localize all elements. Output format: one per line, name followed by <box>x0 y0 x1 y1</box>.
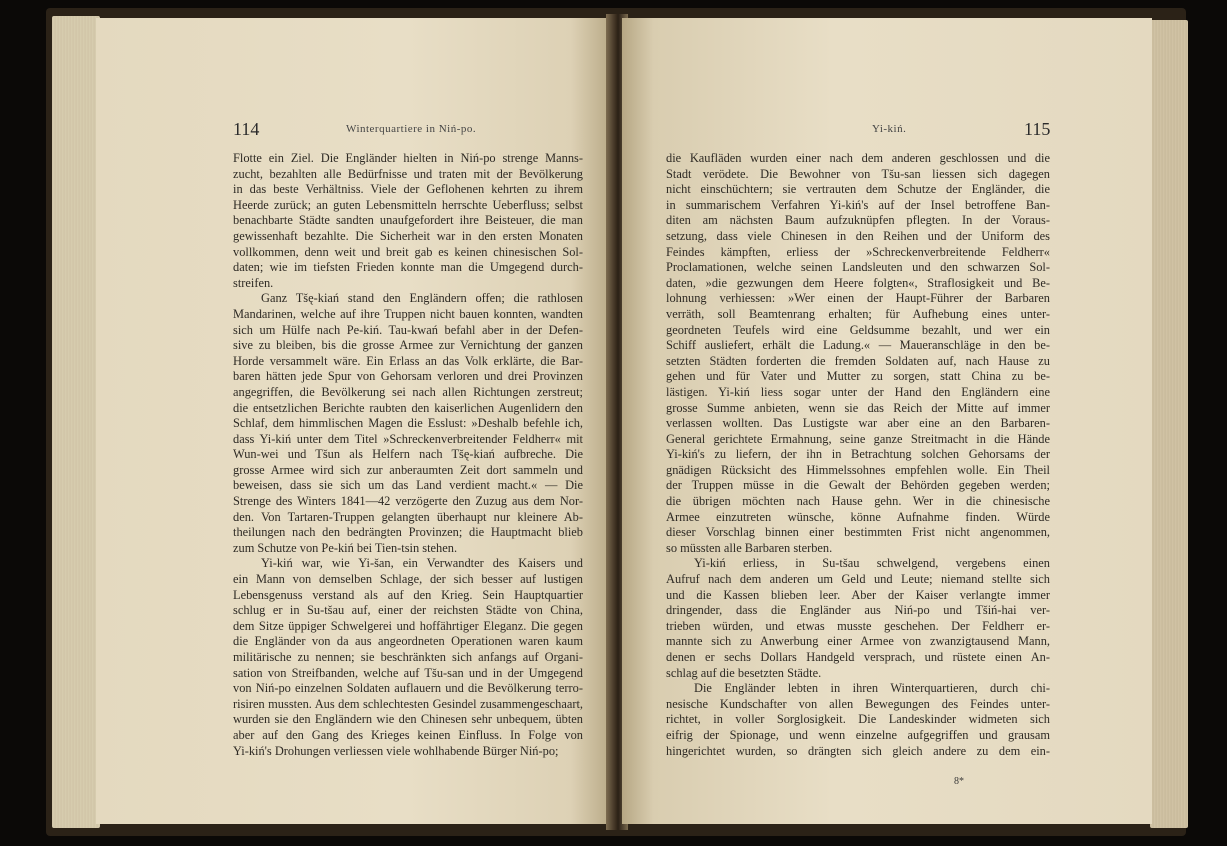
right-page <box>622 18 1152 824</box>
text-line: trieben würden, und etwas musste geschehen. Der Feldherr er- <box>666 618 1050 633</box>
text-line: Yi-kiń erliess, in Su-tšau schwelgend, vergebens einen <box>694 556 1050 571</box>
text-line: streifen. <box>233 275 274 290</box>
text-line: schlag auf die besetzten Städte. <box>666 665 822 680</box>
signature-mark: 8* <box>954 776 964 787</box>
text-line: General gerichtete Ermahnung, seine ganze Streitmacht in die Hände <box>666 431 1050 446</box>
text-line: grosse Armee wird sich zur anberaumten Zeit dort sammeln und <box>233 462 583 477</box>
right-page-text <box>666 151 1050 759</box>
text-line: setzten Städten forderten die fremden Soldaten auf, nach Hause zu <box>666 353 1050 368</box>
running-head-left: Winterquartiere in Niń-po. <box>346 123 477 135</box>
text-line: die Kaufläden wurden einer nach dem anderen geschlossen und die <box>666 151 1050 165</box>
text-line: lästigen. Yi-kiń liess sogar unter der Hand den Engländern eine <box>666 384 1050 399</box>
text-line: theilungen nach den bedrängten Provinzen; die Hauptmacht blieb <box>233 525 583 540</box>
text-line: gehen und für Vater und Mutter zu sorgen, statt China zu be- <box>666 369 1050 384</box>
text-line: Armee einzutreten wünsche, könne Aufnahme finden. Würde <box>666 509 1050 524</box>
text-line: dringender, dass die Engländer aus Niń-po und Tšiń-hai ver- <box>666 603 1050 618</box>
text-line: Die Engländer lebten in ihren Winterquartieren, durch chi- <box>694 681 1050 696</box>
text-line: die übrigen möchten nach Hause gehn. Wer in die chinesische <box>666 494 1050 509</box>
text-line: dass Yi-kiń unter dem Titel »Schreckenverbreitender Feldherr« mit <box>233 431 583 446</box>
text-line: daten; wie im tiefsten Frieden konnte man die Umgegend durch- <box>233 260 583 275</box>
text-line: und die Kassen blieben leer. Aber der Kaiser verlangte immer <box>666 587 1050 602</box>
text-line: in summarischem Verfahren Yi-kiń's auf der Insel betroffene Ban- <box>666 197 1050 212</box>
text-line: aber auf den Gang des Krieges keinen Einfluss. In Folge von <box>233 727 583 742</box>
text-line: vollkommen, denn weit und breit gab es keinen chinesischen Sol- <box>233 244 583 259</box>
text-line: sation von Streifbanden, welche auf Tšu-san und in der Umgegend <box>233 665 583 680</box>
text-line: dieser Vorschlag binnen einer bestimmten Frist nicht angenommen, <box>666 525 1050 540</box>
text-line: lohnung verhiessen: »Wer einen der Haupt-Führer der Barbaren <box>666 291 1050 306</box>
text-line: Proclamationen, welche seinen Landsleuten und den schwarzen Sol- <box>666 260 1050 275</box>
text-line: nesische Kundschafter von allen Bewegungen des Feindes unter- <box>666 696 1050 711</box>
text-line: den. Von Tartaren-Truppen gelangten überhaupt nur kleinere Ab- <box>233 509 583 524</box>
text-line: geordneten Teufels wird eine Geldsumme bezahlt, und wer ein <box>666 322 1050 337</box>
text-line: setzung, dass viele Chinesen in den Reihen und der Uniform des <box>666 228 1050 243</box>
text-line: ein Mann von demselben Schlage, der sich besser auf lustigen <box>233 572 583 587</box>
text-line: diten am nächsten Baum aufzuknüpfen pflegten. In der Voraus- <box>666 213 1050 228</box>
text-line: gewissenhaft bezahlte. Die Sicherheit war in den ersten Monaten <box>233 228 583 243</box>
text-line: angegriffen, die Bevölkerung sei nach allen Richtungen zerstreut; <box>233 384 583 399</box>
page-number-right: 115 <box>1024 119 1051 139</box>
text-line: sich um Hülfe nach Pe-kiń. Tau-kwań befahl aber in der Defen- <box>233 322 583 337</box>
text-line: Feindes kämpften, erliess der »Schreckenverbreitende Feldherr« <box>666 244 1050 259</box>
text-line: Yi-kiń's Drohungen verliessen viele wohlhabende Bürger Niń-po; <box>233 743 559 758</box>
text-line: die Engländer von da aus angeordneten Operationen waren kaum <box>233 634 583 649</box>
text-line: militärische zu nennen; sie beschränkten sich anfangs auf Organi- <box>233 650 583 664</box>
text-line: Heerde zurück; an guten Lebensmitteln herrschte Ueberfluss; selbst <box>233 197 583 212</box>
text-line: Lebensgenuss verstand als auf den Krieg. Sein Hauptquartier <box>233 587 583 602</box>
text-line: daten, »die gezwungen dem Heere folgten«, Straflosigkeit und Be- <box>666 275 1050 290</box>
text-line: baren hätten jede Spur von Gehorsam verloren und drei Provinzen <box>233 369 583 384</box>
text-line: Stadt verödete. Die Bewohner von Tšu-san liessen sich dagegen <box>666 166 1050 181</box>
text-line: grosse Summe anbieten, wenn sie das Reich der Mitte auf immer <box>666 400 1050 415</box>
text-line: nicht einschüchtern; sie vertrauten dem Schutze der Engländer, die <box>666 182 1050 197</box>
text-line: eifrig der Spionage, und wenn einzelne aufgegriffen und grausam <box>666 727 1050 742</box>
page-number-left: 114 <box>233 119 260 139</box>
text-line: gnädigen Rücksicht des Himmelssohnes empfehlen wolle. Ein Theil <box>666 462 1050 477</box>
right-page-edges <box>1150 20 1188 828</box>
text-line: so müssten alle Barbaren sterben. <box>666 540 833 555</box>
text-line: hingerichtet wurden, so drängten sich gleich andere zu dem ein- <box>666 743 1050 758</box>
text-line: mannte sich zu Anwerbung einer Armee von zwanzigtausend Mann, <box>666 634 1050 649</box>
text-line: richtet, in voller Sorglosigkeit. Die Landeskinder widmeten sich <box>666 712 1050 727</box>
text-line: Yi-kiń war, wie Yi-šan, ein Verwandter des Kaisers und <box>261 556 583 571</box>
text-line: zucht, bezahlten alle Bedürfnisse und traten mit der Bevölkerung <box>233 166 583 181</box>
text-line: Wun-wei und Tšun als Helfern nach Tšę-kiań aufbreche. Die <box>233 447 583 462</box>
text-line: benachbarte Städte sandten unaufgefordert ihre Beisteuer, die man <box>233 213 583 228</box>
text-line: die entsetzlichen Berichte raubten den kaiserlichen Augenlidern den <box>233 400 583 415</box>
running-head-right: Yi-kiń. <box>872 123 907 135</box>
text-line: Strenge des Winters 1841—42 verzögerte den Zuzug aus dem Nor- <box>233 494 583 509</box>
text-line: Ganz Tšę-kiań stand den Engländern offen; die rathlosen <box>261 291 583 306</box>
left-page <box>96 18 612 824</box>
left-page-edges <box>52 16 100 828</box>
text-line: verräth, soll Beamtenrang erhalten; für Aufhebung eines unter- <box>666 306 1050 321</box>
text-line: dem Sitze üppiger Schwelgerei und hoffährtiger Eleganz. Die gegen <box>233 618 583 633</box>
text-line: schlug er in Su-tšau auf, einer der reichsten Städte von China, <box>233 603 583 618</box>
text-line: wurden sie den Engländern wie den Chinesen sehr unbequem, übten <box>233 712 583 727</box>
text-line: Horde versammelt wäre. Ein Erlass an das Volk erklärte, die Bar- <box>233 353 583 368</box>
text-line: denen er sechs Dollars Handgeld versprach, und rüstete einen An- <box>666 650 1050 664</box>
text-line: risiren mussten. Aus dem schlechtesten Gesindel zusammengeschaart, <box>233 696 583 711</box>
left-page-text <box>233 151 583 759</box>
text-line: in das beste Verhältniss. Viele der Geflohenen kehrten zu ihrem <box>233 182 583 197</box>
text-line: zum Schutze von Pe-kiń bei Tien-tsin stehen. <box>233 540 458 555</box>
text-line: der Truppen müsse in die Gewalt der Behörden gegeben werden; <box>666 478 1050 493</box>
text-line: Schiff ausliefert, erhält die Ladung.« — Maueranschläge in den be- <box>666 338 1050 353</box>
text-line: sive zu bleiben, bis die grosse Armee zur Vernichtung der ganzen <box>233 338 583 353</box>
text-line: Mandarinen, welche auf ihre Truppen nicht bauen konnten, wandten <box>233 306 583 321</box>
text-line: beweisen, dass sie sich um das Land verdient macht.« — Die <box>233 478 583 493</box>
text-line: Schlaf, dem himmlischen Magen die Esslust: »Deshalb befehle ich, <box>233 416 583 431</box>
text-line: verlassen wollten. Das Lustigste war aber eine an den Barbaren- <box>666 416 1050 431</box>
text-line: von Niń-po einzelnen Soldaten auflauern und die Bevölkerung terro- <box>233 681 583 696</box>
text-line: Yi-kiń's zu liefern, der ihn in Betrachtung solchen Gehorsams der <box>666 447 1050 462</box>
text-line: Flotte ein Ziel. Die Engländer hielten in Niń-po strenge Manns- <box>233 151 583 165</box>
text-line: Aufruf nach dem anderen um Geld und Leute; niemand stellte sich <box>666 572 1050 587</box>
